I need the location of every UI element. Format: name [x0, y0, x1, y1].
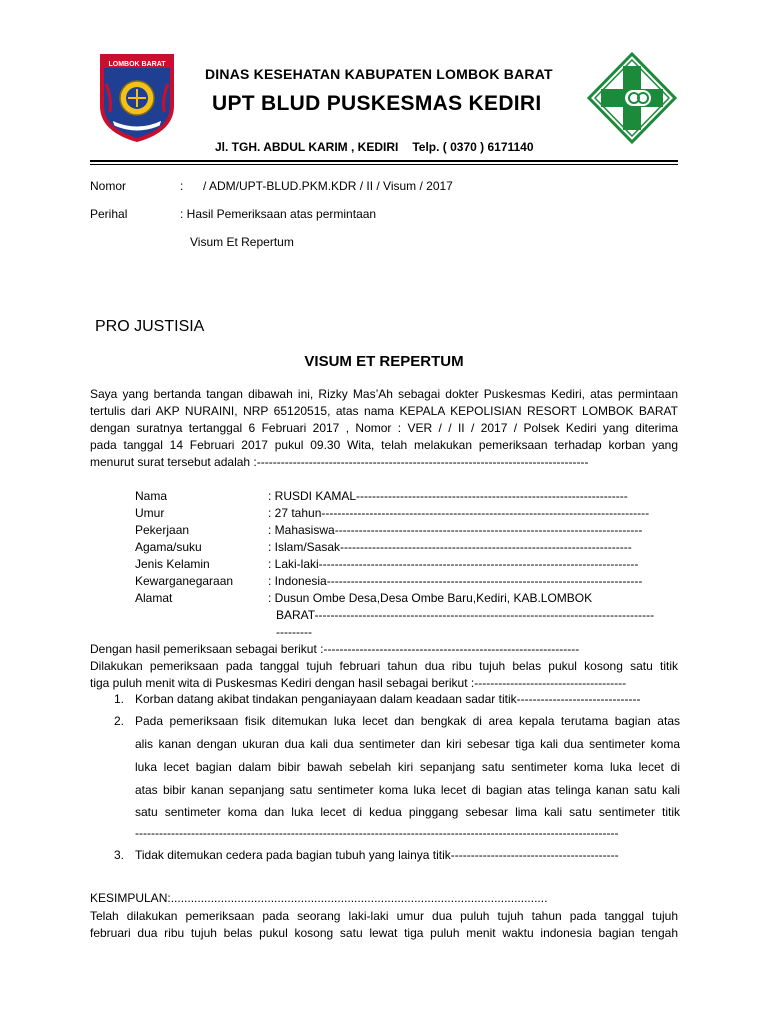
perihal-value: : Hasil Pemeriksaan atas permintaan — [180, 207, 377, 221]
exam-line: Dilakukan pemeriksaan pada tanggal tujuh februari tahun dua ribu tujuh belas pukul kosong satu titik — [90, 659, 678, 673]
identity-value: : Laki-laki-------------------------------------------------------------------------------- — [268, 557, 639, 571]
finding-number: 1. — [114, 692, 125, 706]
agency-name: DINAS KESEHATAN KABUPATEN LOMBOK BARAT — [205, 66, 553, 82]
intro-line: menurut surat tersebut adalah :----------------------------------------------------------------------------------- — [90, 455, 589, 469]
identity-key: Alamat — [135, 591, 173, 605]
finding-number: 2. — [114, 714, 125, 728]
puskesmas-cross-icon — [587, 52, 677, 144]
identity-key: Jenis Kelamin — [135, 557, 210, 571]
phone: Telp. ( 0370 ) 6171140 — [412, 140, 534, 154]
nomor-label: Nomor — [90, 179, 127, 193]
identity-row — [135, 574, 680, 591]
identity-value: : Mahasiswa----------------------------------------------------------------------------- — [268, 523, 643, 537]
intro-line: Saya yang bertanda tangan dibawah ini, Rizky Mas’Ah sebagai dokter Puskesmas Kediri, atas permintaan — [90, 387, 678, 401]
kesimpulan-line: Telah dilakukan pemeriksaan pada seorang laki-laki umur dua puluh tujuh tahun pada tanggal tujuh — [90, 909, 678, 923]
finding-line: satu sentimeter koma dan luka lecet di kedua pinggang sebesar lima kali satu sentimeter titik — [135, 805, 680, 819]
address-line — [215, 140, 534, 154]
emblem-label: LOMBOK BARAT — [108, 61, 166, 68]
exam-line: tiga puluh menit wita di Puskesmas Kediri dengan hasil sebagai berikut :-------------------------------------- — [90, 676, 627, 690]
perihal-value-cont: Visum Et Repertum — [190, 235, 294, 249]
kesimpulan-label: KESIMPULAN:................................................................................................................. — [90, 891, 548, 905]
identity-row — [135, 506, 680, 523]
document-title: VISUM ET REPERTUM — [304, 353, 464, 370]
lombok-barat-emblem-icon — [98, 54, 176, 142]
identity-key: Umur — [135, 506, 165, 520]
nomor-value: / ADM/UPT-BLUD.PKM.KDR / II / Visum / 2017 — [203, 179, 453, 193]
finding-line: luka lecet bagian dalam bibir bawah sebelah kiri sepanjang satu sentimeter koma luka lecet di — [135, 760, 680, 774]
identity-key: Nama — [135, 489, 168, 503]
header-divider-thin — [90, 164, 678, 165]
findings-intro: Dengan hasil pemeriksaan sebagai berikut :---------------------------------------------------------------- — [90, 642, 580, 656]
identity-row — [135, 591, 680, 608]
finding-line: alis kanan dengan ukuran dua kali dua sentimeter dan kiri sebesar tiga kali dua sentimeter koma — [135, 737, 680, 751]
perihal-label: Perihal — [90, 207, 128, 221]
pro-justisia-heading: PRO JUSTISIA — [95, 318, 205, 335]
unit-name: UPT BLUD PUSKESMAS KEDIRI — [212, 92, 542, 115]
intro-line: tertulis dari AKP NURAINI, NRP 65120515, atas nama KEPALA KEPOLISIAN RESORT LOMBOK BARAT — [90, 404, 678, 418]
identity-value: : Dusun Ombe Desa,Desa Ombe Baru,Kediri, KAB.LOMBOK — [268, 591, 593, 605]
finding-number: 3. — [114, 848, 125, 862]
identity-row — [135, 523, 680, 540]
alamat-continuation: --------- — [276, 625, 312, 639]
nomor-colon: : — [180, 179, 184, 193]
finding-line: Korban datang akibat tindakan penganiayaan dalam keadaan sadar titik------------------------------- — [135, 692, 641, 706]
identity-value: : Islam/Sasak------------------------------------------------------------------------- — [268, 540, 632, 554]
identity-value: : RUSDI KAMAL-------------------------------------------------------------------- — [268, 489, 628, 503]
identity-value: : Indonesia------------------------------------------------------------------------------- — [268, 574, 643, 588]
intro-line: dengan suratnya tertanggal 6 Februari 2017 , Nomor : VER / / II / 2017 / Polsek Kediri yang diterima — [90, 421, 678, 435]
identity-value: : 27 tahun---------------------------------------------------------------------------------- — [268, 506, 650, 520]
finding-line: ------------------------------------------------------------------------------------------------------------------------- — [135, 826, 619, 840]
identity-row — [135, 557, 680, 574]
intro-paragraph — [90, 386, 678, 471]
kesimpulan-paragraph — [90, 908, 678, 942]
address: Jl. TGH. ABDUL KARIM , KEDIRI — [215, 140, 399, 154]
identity-row — [135, 489, 680, 506]
finding-line: Pada pemeriksaan fisik ditemukan luka lecet dan bengkak di area kepala terutama bagian atas — [135, 714, 680, 728]
finding-line: atas bibir kanan sepanjang satu sentimeter koma luka lecet di bagian atas telinga kanan satu kali — [135, 783, 680, 797]
identity-key: Agama/suku — [135, 540, 202, 554]
identity-key: Kewarganegaraan — [135, 574, 234, 588]
exam-paragraph — [90, 658, 678, 692]
identity-row — [135, 540, 680, 557]
alamat-continuation: BARAT------------------------------------------------------------------------------------- — [276, 608, 655, 622]
identity-key: Pekerjaan — [135, 523, 190, 537]
intro-line: pada tanggal 14 Februari 2017 pukul 09.30 Wita, telah melakukan pemeriksaan terhadap korban yang — [90, 438, 678, 452]
kesimpulan-line: februari dua ribu tujuh belas pukul kosong satu lewat tiga puluh menit waktu indonesia bagian tengah — [90, 926, 678, 940]
header-divider — [90, 160, 678, 162]
finding-line: Tidak ditemukan cedera pada bagian tubuh yang lainya titik------------------------------------------ — [135, 848, 619, 862]
